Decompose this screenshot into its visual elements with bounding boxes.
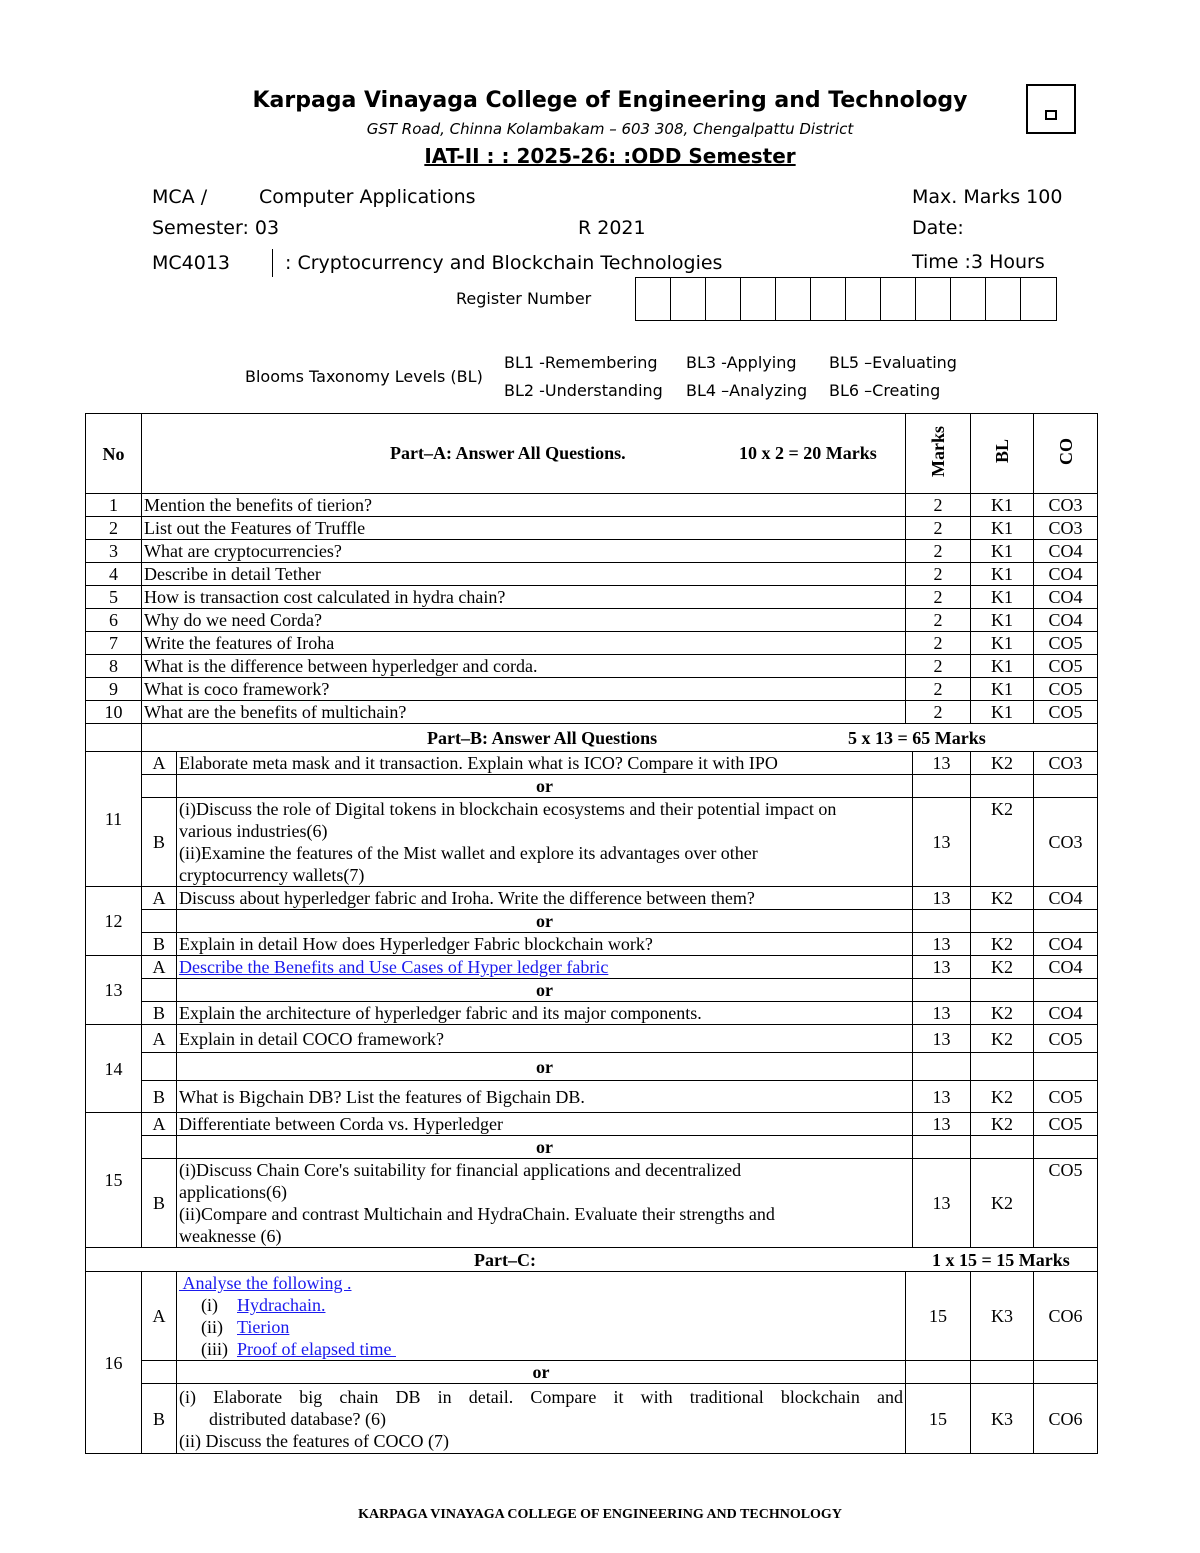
table-cell: CO4 — [1034, 609, 1098, 632]
table-cell: CO3 — [1034, 494, 1098, 517]
or-row — [86, 1361, 1098, 1384]
table-row — [86, 678, 1098, 701]
digit-box[interactable] — [951, 278, 986, 320]
table-cell: CO5 — [1034, 701, 1098, 724]
bl2: BL2 -Understanding — [504, 381, 663, 400]
table-cell: K2 — [971, 1159, 1034, 1248]
table-cell — [142, 979, 177, 1002]
document-code-box — [1026, 84, 1076, 134]
table-cell — [906, 1361, 971, 1384]
table-cell — [913, 979, 971, 1002]
register-number-label: Register Number — [456, 289, 592, 308]
table-cell — [971, 910, 1034, 933]
digit-box[interactable] — [1021, 278, 1056, 320]
table-cell — [86, 1248, 1098, 1272]
table-row — [86, 609, 1098, 632]
table-row — [86, 1384, 1098, 1454]
table-cell: CO5 — [1034, 632, 1098, 655]
digit-box[interactable] — [916, 278, 951, 320]
table-cell: B — [142, 1081, 177, 1113]
table-row — [86, 517, 1098, 540]
table-row — [86, 1025, 1098, 1053]
question-text: (i)Discuss Chain Core's suitability for financial applications and decentralized applications(6) (ii)Compare and contrast Multichain and HydraChain. Evaluate their strengths and weaknesse (6) — [177, 1159, 913, 1248]
table-cell: CO4 — [1034, 540, 1098, 563]
table-cell — [142, 1053, 177, 1081]
table-cell: 2 — [906, 632, 971, 655]
table-cell: CO6 — [1034, 1272, 1098, 1361]
table-cell: K1 — [971, 586, 1034, 609]
table-cell: K1 — [971, 540, 1034, 563]
table-cell: 2 — [906, 655, 971, 678]
col-bl-header: BL — [971, 414, 1034, 494]
table-cell: or — [177, 979, 913, 1002]
box-icon — [1045, 110, 1057, 120]
blooms-label: Blooms Taxonomy Levels (BL) — [245, 367, 483, 386]
part-b-title: Part–B: Answer All Questions — [427, 728, 658, 748]
table-cell: CO4 — [1034, 563, 1098, 586]
table-cell: 13 — [913, 752, 971, 775]
col-marks-header: Marks — [906, 414, 971, 494]
bl6: BL6 –Creating — [829, 381, 941, 400]
table-cell: K1 — [971, 609, 1034, 632]
question-text: How is transaction cost calculated in hydra chain? — [142, 586, 906, 609]
table-cell: A — [142, 752, 177, 775]
max-marks: Max. Marks 100 — [912, 186, 1063, 208]
table-cell: 13 — [913, 1113, 971, 1136]
table-cell: CO4 — [1034, 586, 1098, 609]
or-row — [86, 1136, 1098, 1159]
table-cell: 2 — [906, 609, 971, 632]
table-cell: A — [142, 1025, 177, 1053]
table-cell: 13 — [913, 1159, 971, 1248]
table-cell: 13 — [86, 956, 142, 1025]
digit-box[interactable] — [776, 278, 811, 320]
table-cell: K1 — [971, 678, 1034, 701]
table-cell: CO4 — [1034, 956, 1098, 979]
table-cell: 13 — [913, 1025, 971, 1053]
question-text: What is the difference between hyperledger and corda. — [142, 655, 906, 678]
table-cell: K2 — [971, 1002, 1034, 1025]
part-a-marks: 10 x 2 = 20 Marks — [739, 443, 877, 463]
part-a-header-row — [86, 414, 1098, 494]
table-cell: 2 — [906, 517, 971, 540]
table-cell: 15 — [906, 1384, 971, 1454]
table-cell: K2 — [971, 752, 1034, 775]
table-cell: B — [142, 1002, 177, 1025]
table-cell: 2 — [906, 586, 971, 609]
table-cell: 2 — [906, 701, 971, 724]
table-cell — [913, 910, 971, 933]
table-cell: 13 — [913, 1081, 971, 1113]
question-link[interactable]: Hydrachain. — [237, 1295, 326, 1315]
or-row — [86, 775, 1098, 798]
table-cell: CO5 — [1034, 678, 1098, 701]
table-cell: 9 — [86, 678, 142, 701]
table-cell: K3 — [971, 1384, 1034, 1454]
table-cell: 5 — [86, 586, 142, 609]
question-text: What is coco framework? — [142, 678, 906, 701]
table-cell — [142, 1136, 177, 1159]
table-cell: CO5 — [1034, 655, 1098, 678]
part-a-title-cell — [142, 414, 906, 494]
table-cell: B — [142, 798, 177, 887]
table-cell — [971, 775, 1034, 798]
table-cell: K2 — [971, 887, 1034, 910]
digit-box[interactable] — [741, 278, 776, 320]
table-cell: or — [177, 1053, 913, 1081]
or-row — [86, 910, 1098, 933]
question-text: Explain the architecture of hyperledger fabric and its major components. — [177, 1002, 913, 1025]
table-cell — [913, 775, 971, 798]
course-title: : Cryptocurrency and Blockchain Technologies — [285, 252, 723, 274]
table-cell: 2 — [86, 517, 142, 540]
part-c-header-row — [86, 1248, 1098, 1272]
exam-duration: Time :3 Hours — [912, 251, 1045, 273]
or-row — [86, 1053, 1098, 1081]
question-text: Differentiate between Corda vs. Hyperledger — [177, 1113, 913, 1136]
register-number-boxes[interactable] — [635, 277, 1057, 321]
question-text: Elaborate meta mask and it transaction. Explain what is ICO? Compare it with IPO — [177, 752, 913, 775]
table-row — [86, 701, 1098, 724]
table-cell — [971, 1053, 1034, 1081]
table-row — [86, 632, 1098, 655]
table-cell — [1034, 1053, 1098, 1081]
department: Computer Applications — [259, 186, 476, 208]
question-text: Discuss about hyperledger fabric and Iroha. Write the difference between them? — [177, 887, 913, 910]
regulation: R 2021 — [578, 217, 646, 239]
table-cell: 13 — [913, 1002, 971, 1025]
question-table — [85, 413, 1098, 1454]
table-cell: or — [177, 910, 913, 933]
college-address: GST Road, Chinna Kolambakam – 603 308, Chengalpattu District — [366, 120, 854, 138]
table-row — [86, 752, 1098, 775]
question-text: List out the Features of Truffle — [142, 517, 906, 540]
table-cell: 3 — [86, 540, 142, 563]
table-cell: CO6 — [1034, 1384, 1098, 1454]
table-cell: 2 — [906, 563, 971, 586]
table-cell: K2 — [971, 956, 1034, 979]
table-cell — [86, 724, 142, 752]
table-row — [86, 563, 1098, 586]
digit-box[interactable] — [636, 278, 671, 320]
table-row — [86, 655, 1098, 678]
question-link[interactable]: Analyse the following . — [179, 1273, 352, 1293]
table-cell: K2 — [971, 1113, 1034, 1136]
table-cell: 1 — [86, 494, 142, 517]
table-cell: B — [142, 1384, 177, 1454]
table-cell: K1 — [971, 701, 1034, 724]
question-text: What are cryptocurrencies? — [142, 540, 906, 563]
table-row — [86, 1159, 1098, 1248]
table-cell: 15 — [906, 1272, 971, 1361]
or-row — [86, 979, 1098, 1002]
table-row — [86, 1113, 1098, 1136]
table-cell: CO3 — [1034, 517, 1098, 540]
table-cell: 8 — [86, 655, 142, 678]
question-text: Explain in detail COCO framework? — [177, 1025, 913, 1053]
table-cell — [971, 1361, 1034, 1384]
table-cell — [971, 979, 1034, 1002]
table-cell: or — [177, 775, 913, 798]
table-row — [86, 494, 1098, 517]
digit-box[interactable] — [986, 278, 1021, 320]
table-row — [86, 887, 1098, 910]
bl5: BL5 –Evaluating — [829, 353, 957, 372]
part-c-title: Part–C: — [474, 1250, 536, 1270]
table-cell — [142, 775, 177, 798]
question-text: Mention the benefits of tierion? — [142, 494, 906, 517]
question-text — [177, 956, 913, 979]
table-cell: CO5 — [1034, 1081, 1098, 1113]
question-text: (i)Discuss the role of Digital tokens in blockchain ecosystems and their potential impact on various industries(6) (ii)Examine the features of the Mist wallet and explore its advantages over other cryptocurrency wallets(7) — [177, 798, 913, 887]
table-cell: 13 — [913, 956, 971, 979]
table-cell — [142, 910, 177, 933]
table-cell: 13 — [913, 887, 971, 910]
col-no-header: No — [86, 414, 142, 494]
table-cell: K1 — [971, 632, 1034, 655]
table-cell: or — [177, 1361, 906, 1384]
table-cell — [913, 1053, 971, 1081]
table-cell — [913, 1136, 971, 1159]
digit-box[interactable] — [706, 278, 741, 320]
table-cell: K1 — [971, 517, 1034, 540]
table-cell: CO5 — [1034, 1113, 1098, 1136]
table-cell: 6 — [86, 609, 142, 632]
table-cell — [1034, 910, 1098, 933]
program: MCA / — [152, 186, 208, 208]
question-link[interactable]: Proof of elapsed time — [237, 1339, 396, 1359]
question-text: Explain in detail How does Hyperledger Fabric blockchain work? — [177, 933, 913, 956]
part-b-header-row — [86, 724, 1098, 752]
table-cell: K1 — [971, 655, 1034, 678]
table-cell: 16 — [86, 1272, 142, 1454]
question-link[interactable]: Tierion — [237, 1317, 290, 1337]
table-row — [86, 1081, 1098, 1113]
digit-box[interactable] — [846, 278, 881, 320]
table-cell: B — [142, 1159, 177, 1248]
table-row — [86, 956, 1098, 979]
table-row — [86, 540, 1098, 563]
bl4: BL4 –Analyzing — [686, 381, 808, 400]
table-row — [86, 1272, 1098, 1361]
divider — [272, 249, 273, 277]
table-cell: A — [142, 1272, 177, 1361]
table-cell: K1 — [971, 563, 1034, 586]
digit-box[interactable] — [671, 278, 706, 320]
table-row — [86, 798, 1098, 887]
table-cell: CO5 — [1034, 1025, 1098, 1053]
table-cell: CO4 — [1034, 933, 1098, 956]
table-row — [86, 1002, 1098, 1025]
table-cell: 14 — [86, 1025, 142, 1113]
table-cell: A — [142, 887, 177, 910]
part-a-title: Part–A: Answer All Questions. — [390, 443, 626, 463]
exam-title: IAT-II : : 2025-26: :ODD Semester — [424, 144, 796, 168]
table-cell: 2 — [906, 678, 971, 701]
table-cell — [1034, 775, 1098, 798]
question-text: Write the features of Iroha — [142, 632, 906, 655]
table-cell: or — [177, 1136, 913, 1159]
part-c-marks: 1 x 15 = 15 Marks — [932, 1250, 1070, 1270]
table-row — [86, 586, 1098, 609]
table-cell: K3 — [971, 1272, 1034, 1361]
question-text: Describe in detail Tether — [142, 563, 906, 586]
table-cell — [1034, 1136, 1098, 1159]
bl1: BL1 -Remembering — [504, 353, 658, 372]
table-cell: CO4 — [1034, 887, 1098, 910]
table-cell: 13 — [913, 798, 971, 887]
table-cell: 13 — [913, 933, 971, 956]
table-cell: 4 — [86, 563, 142, 586]
question-text: What are the benefits of multichain? — [142, 701, 906, 724]
table-cell: 7 — [86, 632, 142, 655]
table-cell: K2 — [971, 1081, 1034, 1113]
table-cell — [1034, 1361, 1098, 1384]
table-cell: 2 — [906, 494, 971, 517]
table-cell — [142, 724, 1098, 752]
col-co-header: CO — [1034, 414, 1098, 494]
digit-box[interactable] — [811, 278, 846, 320]
table-row — [86, 933, 1098, 956]
table-cell — [1034, 979, 1098, 1002]
table-cell: CO3 — [1034, 798, 1098, 887]
table-cell: K2 — [971, 798, 1034, 887]
semester: Semester: 03 — [152, 217, 280, 239]
digit-box[interactable] — [881, 278, 916, 320]
exam-date: Date: — [912, 217, 964, 239]
table-cell: K1 — [971, 494, 1034, 517]
table-cell: 15 — [86, 1113, 142, 1248]
table-cell: CO4 — [1034, 1002, 1098, 1025]
table-cell — [971, 1136, 1034, 1159]
table-cell: CO5 — [1034, 1159, 1098, 1248]
question-link[interactable]: Describe the Benefits and Use Cases of Hyper ledger fabric — [179, 957, 609, 977]
table-cell: A — [142, 956, 177, 979]
table-cell: 12 — [86, 887, 142, 956]
bl3: BL3 -Applying — [686, 353, 797, 372]
table-cell: 10 — [86, 701, 142, 724]
college-name: Karpaga Vinayaga College of Engineering and Technology — [252, 88, 968, 113]
question-text: (i) Elaborate big chain DB in detail. Compare it with traditional blockchain and distributed database? (6) (ii) Discuss the features of COCO (7) — [177, 1384, 906, 1454]
table-cell: K2 — [971, 1025, 1034, 1053]
table-cell: CO3 — [1034, 752, 1098, 775]
question-text: What is Bigchain DB? List the features of Bigchain DB. — [177, 1081, 913, 1113]
question-text: Why do we need Corda? — [142, 609, 906, 632]
question-text: Analyse the following . (i) Hydrachain. (ii) Tierion (iii) Proof of elapsed time — [177, 1272, 906, 1361]
table-cell: 2 — [906, 540, 971, 563]
table-cell: A — [142, 1113, 177, 1136]
part-b-marks: 5 x 13 = 65 Marks — [848, 728, 986, 748]
page-footer: KARPAGA VINAYAGA COLLEGE OF ENGINEERING AND TECHNOLOGY — [358, 1507, 842, 1522]
table-cell: 11 — [86, 752, 142, 887]
table-cell: K2 — [971, 933, 1034, 956]
course-code: MC4013 — [152, 252, 231, 274]
table-cell — [142, 1361, 177, 1384]
table-cell: B — [142, 933, 177, 956]
